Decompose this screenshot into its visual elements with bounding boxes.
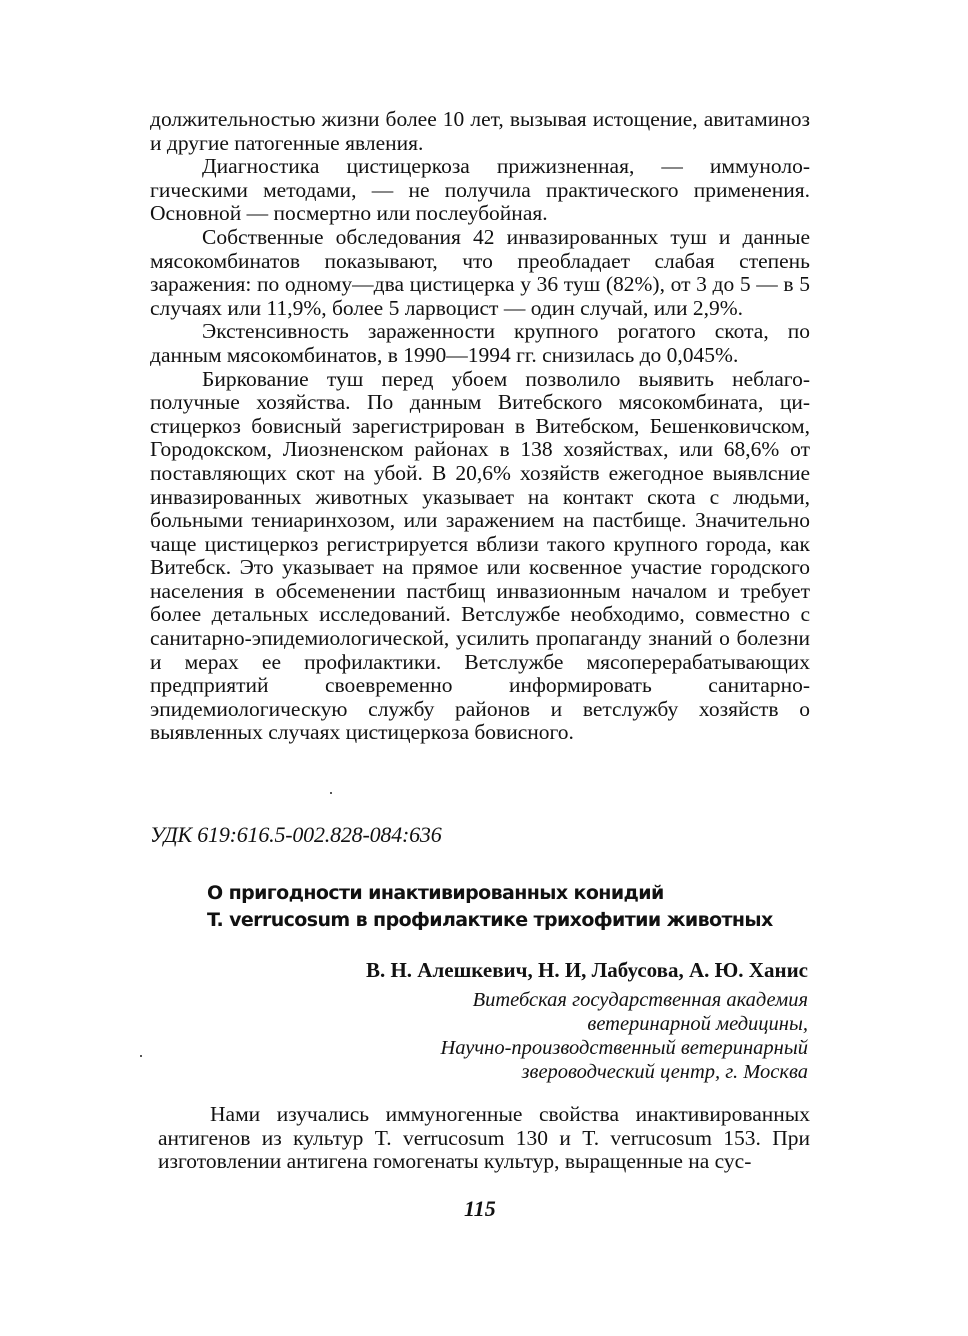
article-title-line-1: О пригодности инактивированных конидий bbox=[207, 882, 664, 904]
article-paragraph-1: Нами изучались иммуногенные свойства инактивированных антигенов из культур T. verrucosum 130 и T. verrucosum 153. При изготовлении антигена гомогенаты культур, выращенные на сус- bbox=[158, 1102, 810, 1174]
affiliation-line-3: Научно-производственный ветеринарный bbox=[440, 1037, 808, 1059]
scan-speck bbox=[140, 1055, 142, 1057]
paragraph-1: должительностью жизни более 10 лет, вызывая истощение, авитаминоз и другие патогенные явления. bbox=[150, 107, 810, 155]
scan-speck bbox=[330, 792, 332, 794]
paragraph-2: Диагностика цистицеркоза прижизненная, — иммунологическими методами, — не получила практического применения. Основной — посмертно или послеубойная. bbox=[150, 154, 810, 226]
authors: В. Н. Алешкевич, Н. И, Лабусова, А. Ю. Ханис bbox=[365, 958, 808, 982]
affiliation bbox=[441, 988, 809, 1084]
paragraph-4: Экстенсивность зараженности крупного рогатого скота, по данным мясокомбинатов, в 1990—1994 гг. снизилась до 0,045%. bbox=[150, 319, 810, 367]
udk-code: УДК 619:616.5-002.828-084:636 bbox=[150, 822, 442, 847]
affiliation-line-2: ветеринарной медицины, bbox=[587, 1013, 808, 1035]
page-number: 115 bbox=[464, 1196, 496, 1221]
main-text-block bbox=[150, 108, 810, 745]
affiliation-line-1: Витебская государственная академия bbox=[472, 989, 808, 1011]
affiliation-line-4: звероводческий центр, г. Москва bbox=[521, 1061, 808, 1083]
paragraph-3: Собственные обследования 42 инвазированных туш и данные мясокомбинатов показывают, что преобладает слабая степень заражения: по одному—два цистицерка у 36 туш (82%), от 3 до 5 — в 5 случаях или 11,9%, более 5 ларвоцист — один случай, или 2,9%. bbox=[150, 224, 810, 320]
article-title-line-2: T. verrucosum в профилактике трихофитии животных bbox=[207, 909, 773, 931]
article-body bbox=[158, 1103, 810, 1174]
article-title bbox=[207, 880, 807, 934]
paragraph-5: Биркование туш перед убоем позволило выявить неблагополучные хозяйства. По данным Витебского мясокомбината, цистицеркоз бовисный зарегистрирован в Витебском, Бешенковичском, Городокском, Лиозненском районах в 138 хозяйствах, или 68,6% от поставляющих скот на убой. В 20,6% хозяйств ежегодное выявлсние инвазированных животных указывает на контакт скота с людьми, больными тениаринхозом, или заражением на пастбище. Значительно чаще цистицеркоз регистрируется вблизи такого крупного города, как Витебск. Это указывает на прямое или косвенное участие городского населения в обсеменении пастбищ инвазионным началом и требует более детальных исследований. Ветслужбе необходимо, совместно с санитарно-эпидемиологической, усилить пропаганду знаний о болезни и мерах ее профилактики. Ветслужбе мясоперерабатывающих предприятий своевременно информировать санитарноэпидемиологическую службу районов и ветслужбу хозяйств о выявленных случаях цистицеркоза бовисного. bbox=[150, 366, 810, 745]
